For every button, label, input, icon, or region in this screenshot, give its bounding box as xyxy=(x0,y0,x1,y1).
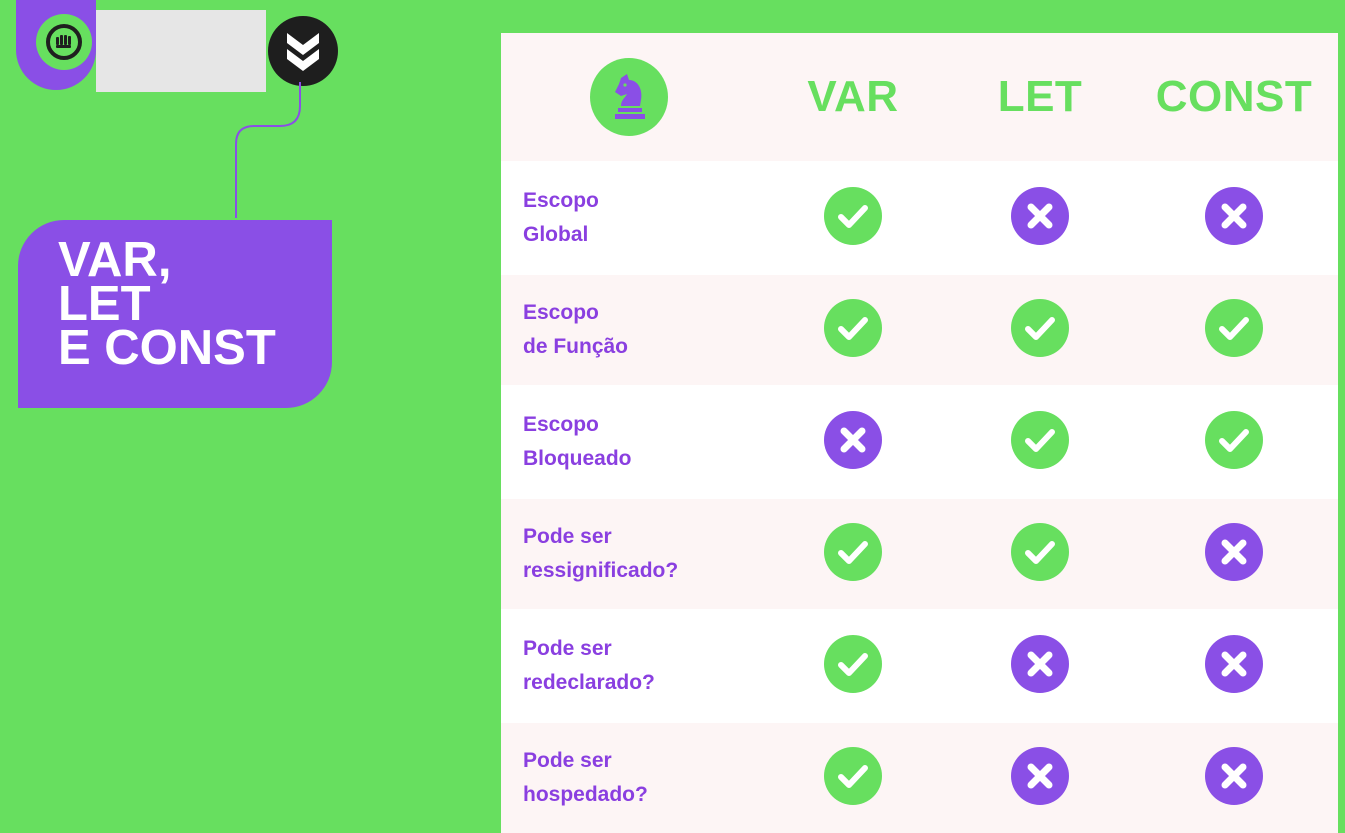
table-header-row xyxy=(501,33,1338,161)
row-label: Pode ser redeclarado? xyxy=(501,609,756,721)
title-card xyxy=(18,220,332,408)
check-circle-icon xyxy=(824,635,882,693)
title-line: E CONST xyxy=(58,321,276,375)
table-row xyxy=(501,721,1338,833)
row-label: Pode ser ressignificado? xyxy=(501,497,756,609)
header-corner xyxy=(501,33,756,161)
row-label: Pode ser hospedado? xyxy=(501,721,756,833)
check-circle-icon xyxy=(1011,523,1069,581)
table-row xyxy=(501,385,1338,497)
row-label: Escopo Global xyxy=(501,161,756,273)
title-line: LET xyxy=(58,277,151,331)
column-header-let: LET xyxy=(950,33,1130,161)
table-row xyxy=(501,609,1338,721)
check-circle-icon xyxy=(1011,299,1069,357)
table-row xyxy=(501,273,1338,385)
fist-badge-icon xyxy=(46,24,82,60)
logo-tab xyxy=(16,0,96,90)
search-input[interactable] xyxy=(96,10,266,92)
cross-circle-icon xyxy=(1011,747,1069,805)
chess-knight-icon xyxy=(590,58,668,136)
row-label: Escopo Bloqueado xyxy=(501,385,756,497)
check-circle-icon xyxy=(824,747,882,805)
cross-circle-icon xyxy=(1205,635,1263,693)
column-header-const: CONST xyxy=(1130,33,1338,161)
expand-button[interactable] xyxy=(268,16,338,86)
logo-badge[interactable] xyxy=(36,14,92,70)
cross-circle-icon xyxy=(1011,635,1069,693)
check-circle-icon xyxy=(824,523,882,581)
connector-line xyxy=(232,82,312,222)
double-chevron-down-icon xyxy=(283,29,323,73)
check-circle-icon xyxy=(1205,299,1263,357)
cross-circle-icon xyxy=(1011,187,1069,245)
check-circle-icon xyxy=(824,187,882,245)
cross-circle-icon xyxy=(824,411,882,469)
cross-circle-icon xyxy=(1205,523,1263,581)
cross-circle-icon xyxy=(1205,747,1263,805)
row-label: Escopo de Função xyxy=(501,273,756,385)
check-circle-icon xyxy=(1011,411,1069,469)
cross-circle-icon xyxy=(1205,187,1263,245)
check-circle-icon xyxy=(824,299,882,357)
comparison-table xyxy=(501,33,1338,808)
table-row xyxy=(501,161,1338,273)
column-header-var: VAR xyxy=(756,33,950,161)
title-line: VAR, xyxy=(58,233,172,287)
check-circle-icon xyxy=(1205,411,1263,469)
table-row xyxy=(501,497,1338,609)
